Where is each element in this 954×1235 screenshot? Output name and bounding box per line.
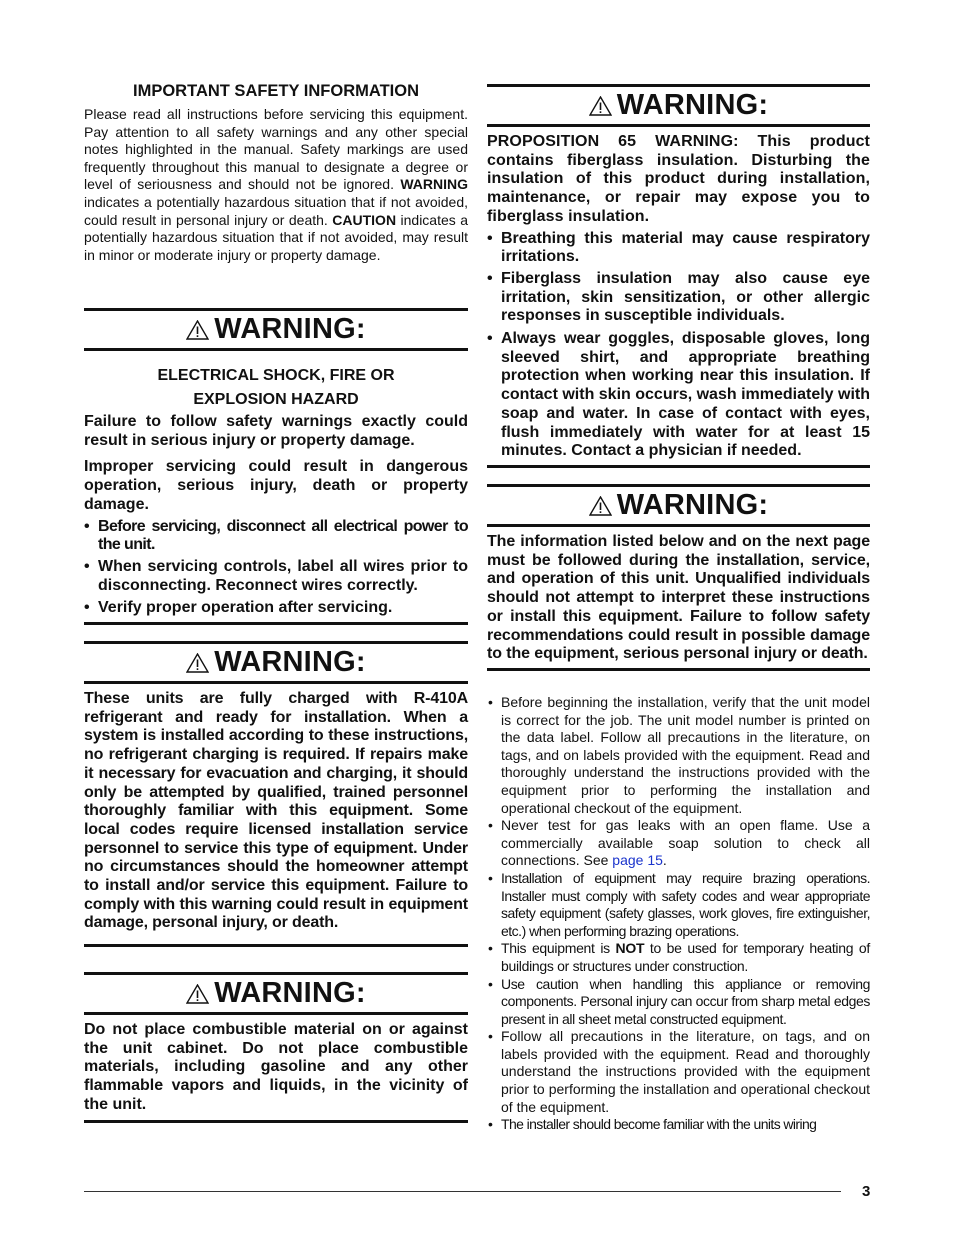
page-number: 3 <box>862 1183 871 1200</box>
list-item: • Always wear goggles, disposable gloves, long sleeved shirt, and appropriate breathing protection when working near this insulation. If contact with skin occurs, wash immediately with soap and water. In case of contact with eyes, flush immediately with water for at least 15 minutes. Contact a physician if needed. <box>487 330 870 461</box>
list-item: • Never test for gas leaks with an open flame. Use a commercially available soap solution to check all connections. See page 15. <box>487 817 870 870</box>
divider <box>84 1012 468 1015</box>
warning-para: Do not place combustible material on or against the unit cabinet. Do not place combustible materials, including gasoline and any other flammable vapors and liquids, in the vicinity of the unit. <box>84 1021 468 1113</box>
warning-bullet-list <box>487 230 870 461</box>
safety-info-title: IMPORTANT SAFETY INFORMATION <box>133 82 419 100</box>
warning-box-combustible <box>84 972 468 1123</box>
warning-para: The information listed below and on the next page must be followed during the installation, service, and operation of this unit. Unqualified individuals should not attempt to interpret these instructions or install this equipment. Failure to follow safety recommendations could result in possible damage to the equipment, serious personal injury or death. <box>487 533 870 663</box>
divider <box>487 668 870 671</box>
warning-box-refrigerant <box>84 641 468 947</box>
warning-para: These units are fully charged with R-410A refrigerant and ready for installation. When a system is installed according to these instructions, no refrigerant charging is required. If repairs make it necessary for evacuation and charging, it should only be attempted by qualified, trained personnel thoroughly familiar with this equipment. Some local codes require licensed installation service personnel to service this type of equipment. Under no circumstances should the homeowner attempt to install and/or service this equipment. Failure to comply with this warning could result in equipment damage, personal injury, or death. <box>84 690 468 932</box>
warning-triangle-icon <box>589 96 612 116</box>
warning-triangle-icon <box>186 984 209 1004</box>
warning-triangle-icon <box>186 653 209 673</box>
warning-bullet-list <box>84 518 468 619</box>
list-item: • This equipment is NOT to be used for temporary heating of buildings or structures under construction. <box>487 940 870 975</box>
divider <box>84 348 468 351</box>
list-item: • Installation of equipment may require brazing operations. Installer must comply with safety codes and wear appropriate safety equipment (safety glasses, work gloves, fire extinguisher, etc.) when performing brazing operations. <box>487 870 870 940</box>
warning-heading: WARNING: <box>487 487 870 524</box>
divider <box>84 622 468 625</box>
list-item: • Follow all precautions in the literature, on tags, and on labels provided with the equipment. Read and thoroughly understand the instructions provided with the equipment prior to performing the installation and operational checkout of the equipment. <box>487 1028 870 1116</box>
divider <box>84 944 468 947</box>
warning-heading: WARNING: <box>84 644 468 681</box>
page-link[interactable]: page 15 <box>612 852 663 869</box>
list-item: • Breathing this material may cause respiratory irritations. <box>487 230 870 267</box>
list-item: • Fiberglass insulation may also cause eye irritation, skin sensitization, or other allergic responses in susceptible individuals. <box>487 270 870 326</box>
divider <box>84 1120 468 1123</box>
divider <box>84 681 468 684</box>
divider <box>487 524 870 527</box>
list-item: • The installer should become familiar with the units wiring <box>487 1116 870 1134</box>
warning-box-fiberglass <box>487 84 870 468</box>
warning-para: Improper servicing could result in dangerous operation, serious injury, death or property damage. <box>84 458 468 513</box>
warning-para: PROPOSITION 65 WARNING: This product contains fiberglass insulation. Disturbing the insulation of this product during installation, maintenance, or repair may expose you to fiberglass insulation. <box>487 133 870 225</box>
divider <box>487 465 870 468</box>
divider <box>487 124 870 127</box>
list-item: • Verify proper operation after servicing. <box>84 599 468 618</box>
warning-triangle-icon <box>589 496 612 516</box>
list-item: • When servicing controls, label all wires prior to disconnecting. Reconnect wires correctly. <box>84 558 468 595</box>
warning-triangle-icon <box>186 320 209 340</box>
warning-box-qualified <box>487 484 870 671</box>
hazard-line-2: EXPLOSION HAZARD <box>193 391 359 408</box>
list-item: • Before beginning the installation, verify that the unit model is correct for the job. The unit model number is printed on the data label. Follow all precautions in the literature, on tags, and on labels provided with the equipment. Read and thoroughly understand the instructions provided with the equipment prior to performing the installation and operational checkout of the equipment. <box>487 694 870 817</box>
warning-para: Failure to follow safety warnings exactly could result in serious injury or property damage. <box>84 413 468 449</box>
footer-divider <box>84 1191 841 1192</box>
list-item: • Before servicing, disconnect all electrical power to the unit. <box>84 518 468 555</box>
warning-box-electrical <box>84 308 468 625</box>
list-item: • Use caution when handling this appliance or removing components. Personal injury can occur from sharp metal edges present in all sheet metal constructed equipment. <box>487 976 870 1029</box>
warning-heading: WARNING: <box>84 311 468 348</box>
hazard-line-1: ELECTRICAL SHOCK, FIRE OR <box>157 367 395 384</box>
warning-heading: WARNING: <box>487 87 870 124</box>
installation-notes-list <box>487 694 870 1134</box>
warning-heading: WARNING: <box>84 975 468 1012</box>
safety-intro: Please read all instructions before servicing this equipment. Pay attention to all safety warnings and any other special notes highlighted in the manual. Safety markings are used frequently throughout this manual to designate a degree or level of seriousness and should not be ignored. WARNING indicates a potentially hazardous situation that if not avoided, could result in personal injury or death. CAUTION indicates a potentially hazardous situation that if not avoided, may result in minor or moderate injury or property damage. <box>84 106 469 263</box>
